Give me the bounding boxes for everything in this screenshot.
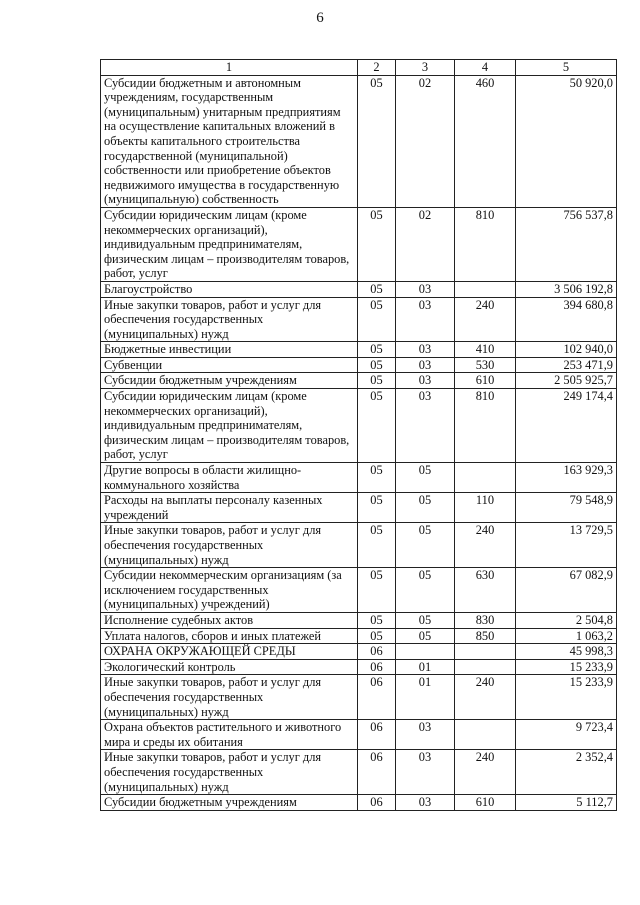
expense-name-cell: Экологический контроль bbox=[101, 659, 358, 675]
section-code-cell: 05 bbox=[358, 463, 396, 493]
amount-cell: 15 233,9 bbox=[516, 675, 617, 720]
table-row bbox=[101, 720, 617, 750]
table-row bbox=[101, 281, 617, 297]
amount-cell: 249 174,4 bbox=[516, 389, 617, 463]
amount-cell: 163 929,3 bbox=[516, 463, 617, 493]
expense-type-code-cell bbox=[455, 659, 516, 675]
section-code-cell: 05 bbox=[358, 357, 396, 373]
expense-type-code-cell: 110 bbox=[455, 493, 516, 523]
section-code-cell: 06 bbox=[358, 659, 396, 675]
amount-cell: 9 723,4 bbox=[516, 720, 617, 750]
header-col-4: 4 bbox=[455, 60, 516, 76]
subsection-code-cell: 01 bbox=[396, 659, 455, 675]
expense-type-code-cell bbox=[455, 720, 516, 750]
expense-name-cell: Иные закупки товаров, работ и услуг для обеспечения государственных (муниципальных) нужд bbox=[101, 750, 358, 795]
amount-cell: 79 548,9 bbox=[516, 493, 617, 523]
subsection-code-cell: 03 bbox=[396, 720, 455, 750]
header-col-5: 5 bbox=[516, 60, 617, 76]
expense-name-cell: Исполнение судебных актов bbox=[101, 612, 358, 628]
subsection-code-cell: 05 bbox=[396, 568, 455, 613]
section-code-cell: 05 bbox=[358, 628, 396, 644]
table-row bbox=[101, 373, 617, 389]
amount-cell: 394 680,8 bbox=[516, 297, 617, 342]
amount-cell: 45 998,3 bbox=[516, 644, 617, 660]
subsection-code-cell: 02 bbox=[396, 207, 455, 281]
expense-name-cell: Расходы на выплаты персоналу казенных учреждений bbox=[101, 493, 358, 523]
subsection-code-cell bbox=[396, 644, 455, 660]
expense-name-cell: Субсидии юридическим лицам (кроме некоммерческих организаций), индивидуальным предпринимателям, физическим лицам – производителям товаров, работ, услуг bbox=[101, 389, 358, 463]
section-code-cell: 05 bbox=[358, 523, 396, 568]
section-code-cell: 05 bbox=[358, 297, 396, 342]
expense-type-code-cell bbox=[455, 281, 516, 297]
table-row bbox=[101, 659, 617, 675]
expense-type-code-cell: 240 bbox=[455, 750, 516, 795]
header-col-1: 1 bbox=[101, 60, 358, 76]
subsection-code-cell: 01 bbox=[396, 675, 455, 720]
table-row bbox=[101, 357, 617, 373]
expense-name-cell: Иные закупки товаров, работ и услуг для обеспечения государственных (муниципальных) нужд bbox=[101, 297, 358, 342]
table-row bbox=[101, 644, 617, 660]
subsection-code-cell: 05 bbox=[396, 493, 455, 523]
amount-cell: 102 940,0 bbox=[516, 342, 617, 358]
section-code-cell: 06 bbox=[358, 675, 396, 720]
section-code-cell: 05 bbox=[358, 342, 396, 358]
table-row bbox=[101, 568, 617, 613]
expense-name-cell: Уплата налогов, сборов и иных платежей bbox=[101, 628, 358, 644]
table-row bbox=[101, 342, 617, 358]
subsection-code-cell: 03 bbox=[396, 750, 455, 795]
amount-cell: 5 112,7 bbox=[516, 795, 617, 811]
amount-cell: 15 233,9 bbox=[516, 659, 617, 675]
table-row bbox=[101, 297, 617, 342]
section-code-cell: 05 bbox=[358, 493, 396, 523]
subsection-code-cell: 03 bbox=[396, 357, 455, 373]
subsection-code-cell: 02 bbox=[396, 75, 455, 207]
expense-type-code-cell: 630 bbox=[455, 568, 516, 613]
expense-name-cell: Субсидии бюджетным учреждениям bbox=[101, 373, 358, 389]
table-body bbox=[101, 75, 617, 810]
expense-name-cell: Субвенции bbox=[101, 357, 358, 373]
subsection-code-cell: 03 bbox=[396, 297, 455, 342]
amount-cell: 2 352,4 bbox=[516, 750, 617, 795]
amount-cell: 2 505 925,7 bbox=[516, 373, 617, 389]
table-row bbox=[101, 795, 617, 811]
expense-name-cell: Субсидии бюджетным и автономным учреждениям, государственным (муниципальным) унитарным предприятиям на осуществление капитальных вложений в объекты капитального строительства государственной (муниципальной) собственности или приобретение объектов недвижимого имущества в государственную (муниципальную) собственность bbox=[101, 75, 358, 207]
subsection-code-cell: 03 bbox=[396, 795, 455, 811]
header-col-3: 3 bbox=[396, 60, 455, 76]
expense-name-cell: Благоустройство bbox=[101, 281, 358, 297]
page-number: 6 bbox=[316, 10, 324, 26]
expense-name-cell: Иные закупки товаров, работ и услуг для обеспечения государственных (муниципальных) нужд bbox=[101, 675, 358, 720]
section-code-cell: 06 bbox=[358, 720, 396, 750]
expense-name-cell: Бюджетные инвестиции bbox=[101, 342, 358, 358]
expense-type-code-cell: 830 bbox=[455, 612, 516, 628]
section-code-cell: 06 bbox=[358, 795, 396, 811]
expense-name-cell: Иные закупки товаров, работ и услуг для обеспечения государственных (муниципальных) нужд bbox=[101, 523, 358, 568]
expense-type-code-cell: 240 bbox=[455, 297, 516, 342]
table-row bbox=[101, 389, 617, 463]
expense-type-code-cell: 610 bbox=[455, 373, 516, 389]
expense-type-code-cell: 410 bbox=[455, 342, 516, 358]
expense-name-cell: Субсидии юридическим лицам (кроме некоммерческих организаций), индивидуальным предпринимателям, физическим лицам – производителям товаров, работ, услуг bbox=[101, 207, 358, 281]
expense-name-cell: Охрана объектов растительного и животного мира и среды их обитания bbox=[101, 720, 358, 750]
expense-type-code-cell: 810 bbox=[455, 207, 516, 281]
section-code-cell: 05 bbox=[358, 568, 396, 613]
expense-type-code-cell: 810 bbox=[455, 389, 516, 463]
header-col-2: 2 bbox=[358, 60, 396, 76]
section-code-cell: 06 bbox=[358, 644, 396, 660]
expense-type-code-cell: 240 bbox=[455, 675, 516, 720]
subsection-code-cell: 05 bbox=[396, 463, 455, 493]
subsection-code-cell: 03 bbox=[396, 373, 455, 389]
section-code-cell: 05 bbox=[358, 75, 396, 207]
section-code-cell: 05 bbox=[358, 612, 396, 628]
subsection-code-cell: 03 bbox=[396, 281, 455, 297]
table-row bbox=[101, 628, 617, 644]
amount-cell: 1 063,2 bbox=[516, 628, 617, 644]
table-row bbox=[101, 523, 617, 568]
table-row bbox=[101, 493, 617, 523]
expense-type-code-cell: 530 bbox=[455, 357, 516, 373]
subsection-code-cell: 03 bbox=[396, 389, 455, 463]
expense-name-cell: ОХРАНА ОКРУЖАЮЩЕЙ СРЕДЫ bbox=[101, 644, 358, 660]
amount-cell: 13 729,5 bbox=[516, 523, 617, 568]
subsection-code-cell: 05 bbox=[396, 628, 455, 644]
section-code-cell: 05 bbox=[358, 389, 396, 463]
header-row bbox=[101, 60, 617, 76]
section-code-cell: 05 bbox=[358, 373, 396, 389]
subsection-code-cell: 05 bbox=[396, 523, 455, 568]
expense-type-code-cell: 240 bbox=[455, 523, 516, 568]
expense-type-code-cell bbox=[455, 644, 516, 660]
expense-type-code-cell: 460 bbox=[455, 75, 516, 207]
table-row bbox=[101, 75, 617, 207]
amount-cell: 253 471,9 bbox=[516, 357, 617, 373]
table-row bbox=[101, 463, 617, 493]
amount-cell: 67 082,9 bbox=[516, 568, 617, 613]
expense-type-code-cell: 610 bbox=[455, 795, 516, 811]
expense-type-code-cell: 850 bbox=[455, 628, 516, 644]
table-row bbox=[101, 612, 617, 628]
expense-name-cell: Субсидии бюджетным учреждениям bbox=[101, 795, 358, 811]
section-code-cell: 05 bbox=[358, 281, 396, 297]
subsection-code-cell: 03 bbox=[396, 342, 455, 358]
section-code-cell: 06 bbox=[358, 750, 396, 795]
amount-cell: 50 920,0 bbox=[516, 75, 617, 207]
expense-name-cell: Субсидии некоммерческим организациям (за исключением государственных (муниципальных) учреждений) bbox=[101, 568, 358, 613]
amount-cell: 3 506 192,8 bbox=[516, 281, 617, 297]
table-row bbox=[101, 675, 617, 720]
subsection-code-cell: 05 bbox=[396, 612, 455, 628]
table-row bbox=[101, 207, 617, 281]
section-code-cell: 05 bbox=[358, 207, 396, 281]
expense-name-cell: Другие вопросы в области жилищно-коммунального хозяйства bbox=[101, 463, 358, 493]
amount-cell: 756 537,8 bbox=[516, 207, 617, 281]
expense-type-code-cell bbox=[455, 463, 516, 493]
amount-cell: 2 504,8 bbox=[516, 612, 617, 628]
budget-table bbox=[100, 59, 617, 811]
table-row bbox=[101, 750, 617, 795]
